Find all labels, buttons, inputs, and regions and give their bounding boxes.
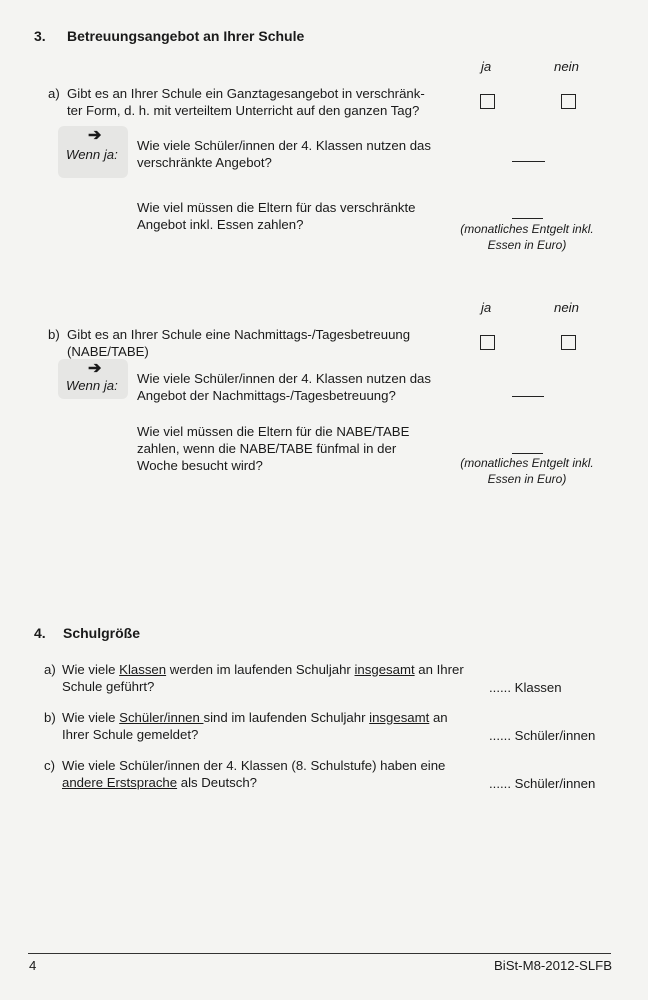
section-4-title: Schulgröße <box>63 625 141 641</box>
footer-divider <box>28 953 611 954</box>
question-3a-text-line1: Gibt es an Ihrer Schule ein Ganztagesangebot in verschränk- <box>67 86 425 101</box>
column-header-nein: nein <box>554 59 579 74</box>
arrow-right-icon: ➔ <box>88 127 102 144</box>
question-3a-nein-checkbox[interactable] <box>561 94 576 109</box>
question-4a-answer-field[interactable]: ...... Klassen <box>489 680 562 695</box>
question-3a-sub2-note-line1: (monatliches Entgelt inkl. <box>460 222 594 236</box>
question-4a-text-line1: Wie viele Klassen werden im laufenden Schuljahr insgesamt an Ihrer <box>62 662 464 677</box>
question-3a-sub2-answer-field[interactable] <box>512 218 543 219</box>
wenn-ja-marker-3b <box>58 359 128 399</box>
section-3-title: Betreuungsangebot an Ihrer Schule <box>67 28 305 44</box>
document-code: BiSt-M8-2012-SLFB <box>494 958 612 973</box>
section-4-number: 4. <box>34 625 46 641</box>
question-3a-ja-checkbox[interactable] <box>480 94 495 109</box>
question-3b-sub2-line2: zahlen, wenn die NABE/TABE fünfmal in der <box>137 441 397 456</box>
question-3a-sub2-line1: Wie viel müssen die Eltern für das verschränkte <box>137 200 416 215</box>
question-3b-sub2-line1: Wie viel müssen die Eltern für die NABE/TABE <box>137 424 410 439</box>
question-4b-answer-field[interactable]: ...... Schüler/innen <box>489 728 596 743</box>
page-number: 4 <box>29 958 37 973</box>
wenn-ja-marker-3a <box>58 126 128 178</box>
question-4c-answer-field[interactable]: ...... Schüler/innen <box>489 776 596 791</box>
question-3b-sub2-line3: Woche besucht wird? <box>137 458 263 473</box>
question-4a-letter: a) <box>44 662 56 677</box>
question-4a-text-line2: Schule geführt? <box>62 679 155 694</box>
wenn-ja-label: Wenn ja: <box>66 378 118 393</box>
question-3a-sub1-line2: verschränkte Angebot? <box>137 155 272 170</box>
question-3a-sub1-answer-field[interactable] <box>512 161 545 162</box>
question-3b-sub1-answer-field[interactable] <box>512 396 544 397</box>
question-3a-sub2-note-line2: Essen in Euro) <box>487 238 567 252</box>
column-header-ja-b: ja <box>481 300 492 315</box>
column-header-nein-b: nein <box>554 300 579 315</box>
question-3b-text-line2: (NABE/TABE) <box>67 344 149 359</box>
question-3b-sub2-note-line2: Essen in Euro) <box>487 472 567 486</box>
column-header-ja: ja <box>481 59 492 74</box>
question-3b-nein-checkbox[interactable] <box>561 335 576 350</box>
question-3b-sub2-answer-field[interactable] <box>512 453 543 454</box>
question-3a-text-line2: ter Form, d. h. mit verteiltem Unterricht auf den ganzen Tag? <box>67 103 420 118</box>
wenn-ja-label: Wenn ja: <box>66 147 118 162</box>
question-3b-text-line1: Gibt es an Ihrer Schule eine Nachmittags-/Tagesbetreuung <box>67 327 411 342</box>
question-4c-text-line2: andere Erstsprache als Deutsch? <box>62 775 257 790</box>
question-3b-letter: b) <box>48 327 60 342</box>
question-3b-sub2-note-line1: (monatliches Entgelt inkl. <box>460 456 594 470</box>
question-4c-letter: c) <box>44 758 55 773</box>
question-3b-ja-checkbox[interactable] <box>480 335 495 350</box>
question-4b-text-line1: Wie viele Schüler/innen sind im laufenden Schuljahr insgesamt an <box>62 710 448 725</box>
question-4c-text-line1: Wie viele Schüler/innen der 4. Klassen (8. Schulstufe) haben eine <box>62 758 446 773</box>
question-3a-sub1-line1: Wie viele Schüler/innen der 4. Klassen nutzen das <box>137 138 431 153</box>
question-3b-sub1-line2: Angebot der Nachmittags-/Tagesbetreuung? <box>137 388 396 403</box>
question-3b-sub1-line1: Wie viele Schüler/innen der 4. Klassen nutzen das <box>137 371 431 386</box>
arrow-right-icon: ➔ <box>88 360 102 377</box>
section-3-number: 3. <box>34 28 46 44</box>
question-4b-letter: b) <box>44 710 56 725</box>
question-3a-sub2-line2: Angebot inkl. Essen zahlen? <box>137 217 304 232</box>
question-3a-letter: a) <box>48 86 60 101</box>
question-4b-text-line2: Ihrer Schule gemeldet? <box>62 727 199 742</box>
